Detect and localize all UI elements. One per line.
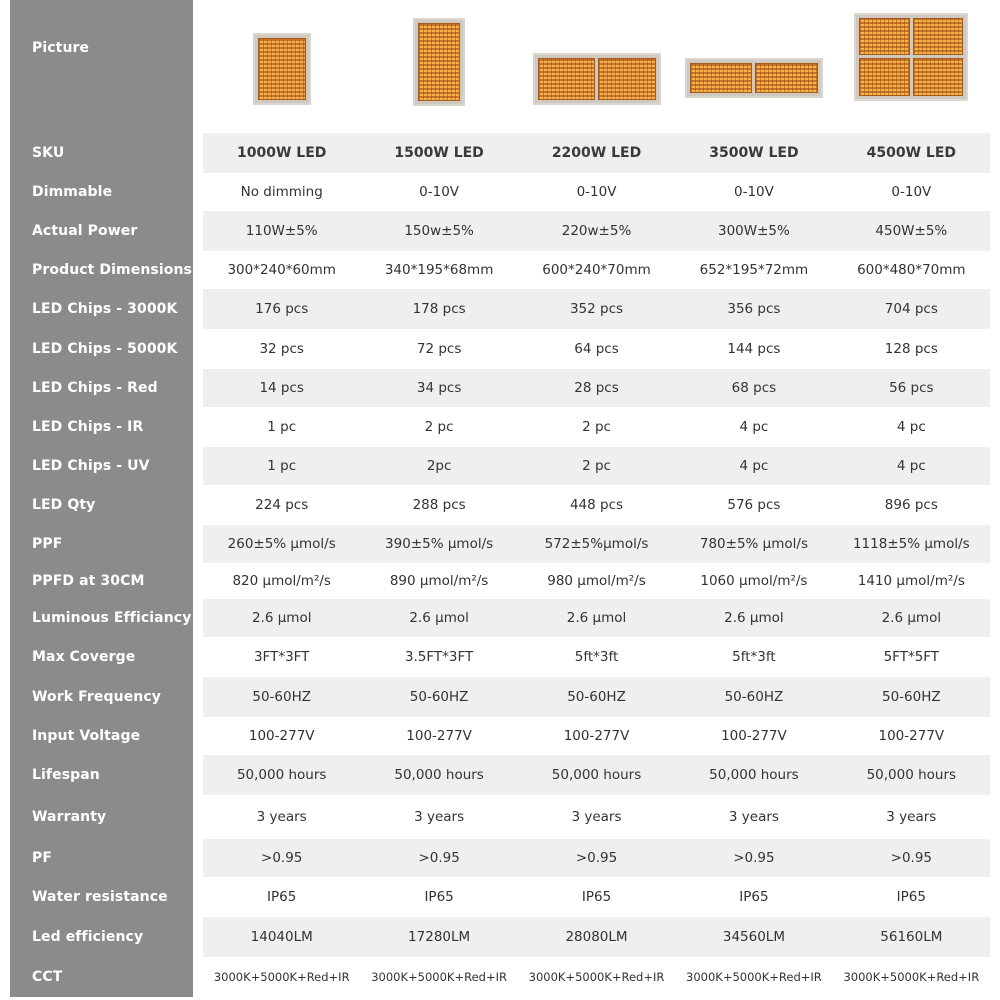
- spec-value-cell: 50-60HZ: [882, 689, 941, 705]
- spec-value-cell: 2.6 μmol: [409, 610, 469, 626]
- spec-value-cell: 50-60HZ: [252, 689, 312, 705]
- sku-row: [10, 133, 990, 173]
- spec-values: [203, 173, 990, 211]
- product-image-cell: [360, 0, 517, 133]
- spec-value-cell: 3000K+5000K+Red+IR: [371, 970, 507, 984]
- sku-cell: 4500W LED: [866, 145, 957, 161]
- spec-values: [203, 447, 990, 485]
- spec-row: [10, 211, 990, 251]
- spec-value-cell: 288 pcs: [412, 497, 466, 513]
- spec-value-cell: 176 pcs: [255, 301, 309, 317]
- spec-value-cell: 14 pcs: [259, 380, 304, 396]
- spec-value-cell: 652*195*72mm: [699, 262, 809, 278]
- spec-value-cell: >0.95: [575, 850, 618, 866]
- spec-value-cell: 0-10V: [419, 184, 460, 200]
- spec-value-cell: 4 pc: [896, 458, 926, 474]
- spec-value-cell: 144 pcs: [727, 341, 781, 357]
- spec-value-cell: 28 pcs: [574, 380, 619, 396]
- product-image-cell: [833, 0, 990, 133]
- spec-values: [203, 957, 990, 997]
- led-board: [598, 58, 656, 100]
- spec-value-cell: 890 μmol/m²/s: [389, 573, 489, 589]
- spec-value-cell: 980 μmol/m²/s: [547, 573, 646, 589]
- spec-value-cell: 2 pc: [582, 419, 611, 435]
- spec-value-cell: 576 pcs: [727, 497, 781, 513]
- spec-value-cell: 352 pcs: [569, 301, 624, 317]
- spec-row: [10, 877, 990, 917]
- led-panel-3500w-image: [685, 58, 823, 98]
- spec-value-cell: 2pc: [426, 458, 452, 474]
- spec-label: Work Frequency: [10, 677, 193, 717]
- spec-row: [10, 289, 990, 329]
- spec-values: [203, 917, 990, 957]
- spec-value-cell: 4 pc: [896, 419, 926, 435]
- spec-value-cell: 34 pcs: [416, 380, 462, 396]
- spec-values: [203, 877, 990, 917]
- spec-value-cell: 390±5% μmol/s: [385, 536, 494, 552]
- spec-value-cell: 68 pcs: [731, 380, 777, 396]
- spec-label: Led efficiency: [10, 917, 193, 957]
- spec-value-cell: 100-277V: [563, 728, 630, 744]
- sku-cell: 2200W LED: [551, 145, 642, 161]
- sku-cells: [203, 133, 990, 173]
- spec-value-cell: 100-277V: [878, 728, 945, 744]
- spec-label: PPF: [10, 525, 193, 563]
- spec-value-cell: 4 pc: [739, 458, 769, 474]
- spec-value-cell: 2.6 μmol: [251, 610, 312, 626]
- spec-value-cell: >0.95: [418, 850, 460, 866]
- spec-value-cell: 50-60HZ: [724, 689, 784, 705]
- spec-values: [203, 637, 990, 677]
- led-panel-4500w-image: [854, 13, 968, 101]
- spec-value-cell: 17280LM: [408, 929, 471, 945]
- spec-values: [203, 563, 990, 599]
- spec-row: [10, 447, 990, 485]
- led-board: [258, 38, 306, 100]
- spec-value-cell: 72 pcs: [416, 341, 462, 357]
- spec-label: Actual Power: [10, 211, 193, 251]
- spec-value-cell: 3 years: [571, 809, 622, 825]
- spec-value-cell: 3FT*3FT: [253, 649, 310, 665]
- spec-value-cell: 0-10V: [576, 184, 617, 200]
- spec-value-cell: 3000K+5000K+Red+IR: [528, 970, 665, 984]
- spec-value-cell: 1118±5% μmol/s: [852, 536, 970, 552]
- spec-values: [203, 755, 990, 795]
- picture-cells: [203, 0, 990, 133]
- spec-row: [10, 173, 990, 211]
- spec-value-cell: >0.95: [890, 850, 933, 866]
- spec-value-cell: 2 pc: [582, 458, 611, 474]
- spec-value-cell: 2.6 μmol: [566, 610, 627, 626]
- spec-value-cell: >0.95: [733, 850, 775, 866]
- spec-value-cell: 220w±5%: [561, 223, 632, 239]
- spec-value-cell: 600*240*70mm: [542, 262, 651, 278]
- spec-value-cell: IP65: [424, 889, 454, 905]
- spec-value-cell: 780±5% μmol/s: [699, 536, 808, 552]
- picture-label: Picture: [10, 0, 193, 133]
- spec-row: [10, 839, 990, 877]
- spec-value-cell: IP65: [581, 889, 612, 905]
- spec-value-cell: 2.6 μmol: [881, 610, 942, 626]
- spec-value-cell: 300*240*60mm: [227, 262, 336, 278]
- spec-row: [10, 407, 990, 447]
- spec-label: Luminous Efficiancy: [10, 599, 193, 637]
- spec-label: PF: [10, 839, 193, 877]
- spec-row: [10, 525, 990, 563]
- spec-values: [203, 407, 990, 447]
- spec-values: [203, 329, 990, 369]
- spec-values: [203, 525, 990, 563]
- picture-row: [10, 0, 990, 133]
- spec-label: PPFD at 30CM: [10, 563, 193, 599]
- spec-row: [10, 369, 990, 407]
- spec-value-cell: 572±5%μmol/s: [544, 536, 649, 552]
- led-board: [859, 18, 910, 56]
- spec-label: Lifespan: [10, 755, 193, 795]
- spec-comparison-table: [10, 0, 990, 1000]
- spec-label: LED Qty: [10, 485, 193, 525]
- spec-value-cell: 3 years: [256, 809, 307, 825]
- spec-value-cell: IP65: [896, 889, 926, 905]
- spec-value-cell: 260±5% μmol/s: [227, 536, 336, 552]
- spec-values: [203, 839, 990, 877]
- spec-value-cell: 34560LM: [722, 929, 785, 945]
- spec-values: [203, 211, 990, 251]
- spec-label: Warranty: [10, 795, 193, 839]
- spec-value-cell: 0-10V: [891, 184, 932, 200]
- spec-row: [10, 917, 990, 957]
- spec-value-cell: 64 pcs: [574, 341, 619, 357]
- spec-rows: [10, 173, 990, 997]
- spec-value-cell: No dimming: [240, 184, 323, 200]
- spec-row: [10, 637, 990, 677]
- spec-value-cell: 300W±5%: [717, 223, 790, 239]
- spec-row: [10, 717, 990, 755]
- led-board: [538, 58, 596, 100]
- spec-row: [10, 329, 990, 369]
- spec-value-cell: 3000K+5000K+Red+IR: [686, 970, 822, 984]
- spec-value-cell: 820 μmol/m²/s: [232, 573, 331, 589]
- spec-values: [203, 251, 990, 289]
- spec-label: Product Dimensions: [10, 251, 193, 289]
- spec-value-cell: 224 pcs: [255, 497, 309, 513]
- spec-value-cell: 50,000 hours: [394, 767, 484, 783]
- spec-row: [10, 957, 990, 997]
- product-image-cell: [203, 0, 360, 133]
- spec-value-cell: 178 pcs: [412, 301, 466, 317]
- spec-row: [10, 563, 990, 599]
- led-panel-1500w-image: [413, 18, 465, 106]
- spec-value-cell: 128 pcs: [884, 341, 938, 357]
- spec-label: LED Chips - 3000K: [10, 289, 193, 329]
- spec-value-cell: 56160LM: [880, 929, 943, 945]
- spec-value-cell: 3000K+5000K+Red+IR: [213, 970, 350, 984]
- spec-label: LED Chips - 5000K: [10, 329, 193, 369]
- spec-label: Water resistance: [10, 877, 193, 917]
- product-image-cell: [675, 0, 832, 133]
- spec-value-cell: 28080LM: [565, 929, 628, 945]
- product-image-cell: [518, 0, 675, 133]
- spec-values: [203, 289, 990, 329]
- spec-value-cell: 50-60HZ: [409, 689, 469, 705]
- spec-row: [10, 677, 990, 717]
- spec-values: [203, 795, 990, 839]
- spec-value-cell: 100-277V: [406, 728, 472, 744]
- spec-row: [10, 485, 990, 525]
- spec-row: [10, 755, 990, 795]
- spec-value-cell: 600*480*70mm: [857, 262, 966, 278]
- spec-values: [203, 369, 990, 407]
- spec-value-cell: 3.5FT*3FT: [404, 649, 474, 665]
- spec-value-cell: 5ft*3ft: [732, 649, 776, 665]
- spec-value-cell: 5FT*5FT: [883, 649, 940, 665]
- spec-label: CCT: [10, 957, 193, 997]
- led-board: [913, 18, 964, 56]
- led-panel-2200w-image: [533, 53, 661, 105]
- sku-label: SKU: [10, 133, 193, 173]
- spec-value-cell: 1060 μmol/m²/s: [700, 573, 808, 589]
- spec-value-cell: 704 pcs: [884, 301, 938, 317]
- spec-label: Input Voltage: [10, 717, 193, 755]
- spec-value-cell: 50,000 hours: [236, 767, 327, 783]
- spec-value-cell: IP65: [739, 889, 769, 905]
- sku-cell: 3500W LED: [709, 145, 799, 161]
- spec-value-cell: 2 pc: [424, 419, 454, 435]
- spec-label: LED Chips - Red: [10, 369, 193, 407]
- led-board: [859, 58, 910, 96]
- spec-value-cell: 1 pc: [267, 458, 297, 474]
- sku-cell: 1000W LED: [237, 145, 327, 161]
- spec-value-cell: 4 pc: [739, 419, 769, 435]
- spec-value-cell: 3000K+5000K+Red+IR: [843, 970, 980, 984]
- spec-value-cell: 0-10V: [733, 184, 774, 200]
- spec-value-cell: 896 pcs: [884, 497, 938, 513]
- spec-values: [203, 717, 990, 755]
- spec-row: [10, 795, 990, 839]
- spec-value-cell: 1 pc: [267, 419, 297, 435]
- spec-values: [203, 485, 990, 525]
- spec-value-cell: 50-60HZ: [567, 689, 626, 705]
- spec-value-cell: 110W±5%: [245, 223, 318, 239]
- spec-value-cell: 5ft*3ft: [574, 649, 619, 665]
- spec-value-cell: 3 years: [414, 809, 465, 825]
- spec-value-cell: 448 pcs: [569, 497, 624, 513]
- spec-value-cell: 56 pcs: [889, 380, 934, 396]
- spec-label: LED Chips - UV: [10, 447, 193, 485]
- led-board: [913, 58, 964, 96]
- sku-cell: 1500W LED: [394, 145, 484, 161]
- spec-label: Max Coverge: [10, 637, 193, 677]
- spec-label: LED Chips - IR: [10, 407, 193, 447]
- spec-value-cell: 450W±5%: [875, 223, 948, 239]
- led-board: [690, 63, 753, 93]
- spec-value-cell: 50,000 hours: [709, 767, 799, 783]
- spec-row: [10, 251, 990, 289]
- spec-value-cell: 340*195*68mm: [384, 262, 494, 278]
- spec-value-cell: 3 years: [886, 809, 937, 825]
- spec-value-cell: 100-277V: [721, 728, 787, 744]
- spec-value-cell: 100-277V: [248, 728, 315, 744]
- led-panel-1000w-image: [253, 33, 311, 105]
- led-board: [418, 23, 460, 101]
- spec-value-cell: IP65: [267, 889, 297, 905]
- spec-value-cell: 14040LM: [250, 929, 313, 945]
- spec-value-cell: 32 pcs: [259, 341, 304, 357]
- spec-values: [203, 599, 990, 637]
- spec-value-cell: 2.6 μmol: [724, 610, 784, 626]
- spec-value-cell: 3 years: [728, 809, 779, 825]
- spec-value-cell: 150w±5%: [404, 223, 474, 239]
- spec-row: [10, 599, 990, 637]
- spec-value-cell: 356 pcs: [727, 301, 781, 317]
- spec-values: [203, 677, 990, 717]
- spec-value-cell: 50,000 hours: [866, 767, 957, 783]
- spec-label: Dimmable: [10, 173, 193, 211]
- spec-value-cell: 50,000 hours: [551, 767, 642, 783]
- spec-value-cell: >0.95: [261, 850, 303, 866]
- led-board: [755, 63, 818, 93]
- spec-value-cell: 1410 μmol/m²/s: [857, 573, 965, 589]
